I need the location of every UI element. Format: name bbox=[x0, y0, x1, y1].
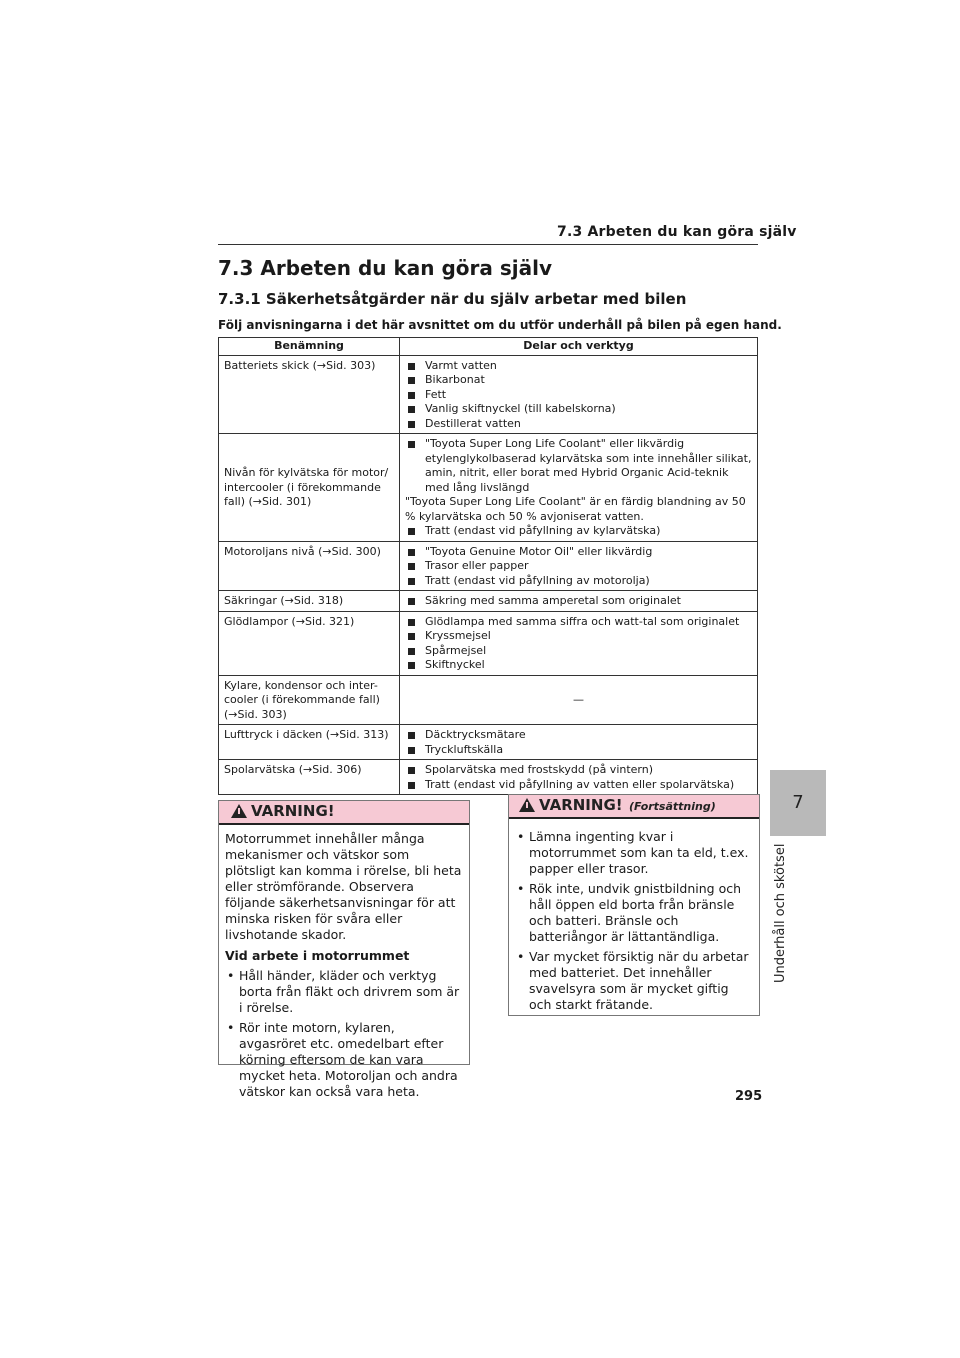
table-row bbox=[219, 541, 758, 591]
table-row bbox=[219, 434, 758, 542]
coolant-note: "Toyota Super Long Life Coolant" är en färdig blandning av 50 % kylarvätska och 50 % avjoniserat vatten. bbox=[405, 495, 746, 523]
list-item: Skiftnyckel bbox=[405, 658, 752, 673]
row-name: Lufttryck i däcken (→Sid. 313) bbox=[219, 725, 400, 760]
bullet-square-icon bbox=[408, 363, 415, 370]
chapter-label-text: Underhåll och skötsel bbox=[773, 843, 788, 983]
warning-triangle-icon bbox=[231, 804, 247, 818]
warning-title: VARNING! bbox=[251, 802, 335, 820]
bullet-square-icon bbox=[408, 782, 415, 789]
warning-box-continued bbox=[508, 794, 760, 1016]
list-item: Glödlampa med samma siffra och watt-tal som originalet bbox=[405, 615, 752, 630]
list-item: Tratt (endast vid påfyllning av vatten eller spolarvätska) bbox=[405, 778, 752, 793]
list-item: Fett bbox=[405, 388, 752, 403]
warning-header bbox=[219, 801, 469, 825]
list-item: Tratt (endast vid påfyllning av motorolja) bbox=[405, 574, 752, 589]
row-items bbox=[400, 760, 758, 795]
list-item: Säkring med samma amperetal som originalet bbox=[405, 594, 752, 609]
warning-body bbox=[219, 825, 469, 1106]
warning-bullet: • Håll händer, kläder och verktyg borta från fläkt och drivrem som är i rörelse. bbox=[225, 968, 463, 1016]
bullet-square-icon bbox=[408, 732, 415, 739]
warning-header bbox=[509, 795, 759, 819]
bullet-square-icon bbox=[408, 528, 415, 535]
chapter-number: 7 bbox=[792, 792, 804, 813]
bullet-square-icon bbox=[408, 406, 415, 413]
table-header-row bbox=[219, 338, 758, 356]
list-item: Tratt (endast vid påfyllning av kylarvätska) bbox=[405, 524, 752, 539]
list-item: Trasor eller papper bbox=[405, 559, 752, 574]
bullet-square-icon bbox=[408, 648, 415, 655]
warning-bullet: • Var mycket försiktig när du arbetar med batteriet. Det innehåller svavelsyra som är mycket giftig och starkt frätande. bbox=[515, 949, 753, 1013]
subsection-title: 7.3.1 Säkerhetsåtgärder när du själv arbetar med bilen bbox=[218, 290, 687, 308]
bullet-square-icon bbox=[408, 421, 415, 428]
row-name: Spolarvätska (→Sid. 306) bbox=[219, 760, 400, 795]
chapter-tab bbox=[770, 770, 826, 836]
row-name: Kylare, kondensor och inter- cooler (i förekommande fall) (→Sid. 303) bbox=[219, 675, 400, 725]
list-item: Tryckluftskälla bbox=[405, 743, 752, 758]
list-item: Vanlig skiftnyckel (till kabelskorna) bbox=[405, 402, 752, 417]
warning-subheading: Vid arbete i motorrummet bbox=[225, 948, 410, 963]
row-name: Batteriets skick (→Sid. 303) bbox=[219, 355, 400, 434]
warning-bullet: • Rök inte, undvik gnistbildning och håll öppen eld borta från bränsle och batteri. Bränsle och batteriångor är lättantändliga. bbox=[515, 881, 753, 945]
bullet-square-icon bbox=[408, 563, 415, 570]
bullet-square-icon bbox=[408, 633, 415, 640]
bullet-square-icon bbox=[408, 598, 415, 605]
table-row bbox=[219, 725, 758, 760]
list-item: Spårmejsel bbox=[405, 644, 752, 659]
warning-continuation: (Fortsättning) bbox=[629, 800, 716, 813]
bullet-square-icon bbox=[408, 767, 415, 774]
table-row bbox=[219, 591, 758, 612]
bullet-square-icon bbox=[408, 441, 415, 448]
intro-text: Följ anvisningarna i det här avsnittet om du utför underhåll på bilen på egen hand. bbox=[218, 318, 782, 332]
row-name: Säkringar (→Sid. 318) bbox=[219, 591, 400, 612]
bullet-square-icon bbox=[408, 662, 415, 669]
list-item: "Toyota Genuine Motor Oil" eller likvärdig bbox=[405, 545, 752, 560]
list-item: Bikarbonat bbox=[405, 373, 752, 388]
warning-body bbox=[509, 819, 759, 1019]
header-rule bbox=[218, 244, 758, 245]
column-header-parts: Delar och verktyg bbox=[400, 338, 758, 356]
row-items bbox=[400, 611, 758, 675]
warning-bullet: • Lämna ingenting kvar i motorrummet som kan ta eld, t.ex. papper eller trasor. bbox=[515, 829, 753, 877]
row-items bbox=[400, 591, 758, 612]
table-row bbox=[219, 355, 758, 434]
page-number: 295 bbox=[735, 1089, 763, 1104]
warning-intro: Motorrummet innehåller många mekanismer och vätskor som plötsligt kan komma i rörelse, bli heta eller strömförande. Observera följande säkerhetsanvisningar för att minska risken för svåra eller livshotande skador. bbox=[225, 831, 462, 942]
bullet-square-icon bbox=[408, 549, 415, 556]
warning-title: VARNING! bbox=[539, 796, 623, 814]
section-title: 7.3 Arbeten du kan göra själv bbox=[218, 256, 552, 280]
table-row bbox=[219, 611, 758, 675]
list-item: Spolarvätska med frostskydd (på vintern) bbox=[405, 763, 752, 778]
row-items bbox=[400, 434, 758, 542]
chapter-side-label bbox=[766, 843, 796, 993]
list-item: Kryssmejsel bbox=[405, 629, 752, 644]
row-name: Glödlampor (→Sid. 321) bbox=[219, 611, 400, 675]
bullet-square-icon bbox=[408, 377, 415, 384]
parts-tools-table bbox=[218, 337, 758, 795]
column-header-name: Benämning bbox=[219, 338, 400, 356]
list-item: Destillerat vatten bbox=[405, 417, 752, 432]
bullet-square-icon bbox=[408, 392, 415, 399]
bullet-square-icon bbox=[408, 619, 415, 626]
list-item: Varmt vatten bbox=[405, 359, 752, 374]
row-items bbox=[400, 355, 758, 434]
table-row bbox=[219, 675, 758, 725]
row-name: Nivån för kylvätska för motor/ intercooler (i förekommande fall) (→Sid. 301) bbox=[219, 434, 400, 542]
table-row bbox=[219, 760, 758, 795]
list-item: "Toyota Super Long Life Coolant" eller likvärdig etylenglykolbaserad kylarvätska som inte innehåller silikat, amin, nitrit, eller borat med Hybrid Organic Acid-teknik med lång livslängd bbox=[405, 437, 752, 495]
warning-bullet: • Rör inte motorn, kylaren, avgasröret etc. omedelbart efter körning eftersom de kan vara mycket heta. Motoroljan och andra vätskor kan också vara heta. bbox=[225, 1020, 463, 1100]
row-dash: — bbox=[400, 675, 758, 725]
row-items bbox=[400, 541, 758, 591]
bullet-square-icon bbox=[408, 578, 415, 585]
row-items bbox=[400, 725, 758, 760]
warning-triangle-icon bbox=[519, 798, 535, 812]
bullet-square-icon bbox=[408, 747, 415, 754]
warning-box bbox=[218, 800, 470, 1099]
list-item: Däcktrycksmätare bbox=[405, 728, 752, 743]
running-header: 7.3 Arbeten du kan göra själv bbox=[557, 224, 797, 240]
row-name: Motoroljans nivå (→Sid. 300) bbox=[219, 541, 400, 591]
